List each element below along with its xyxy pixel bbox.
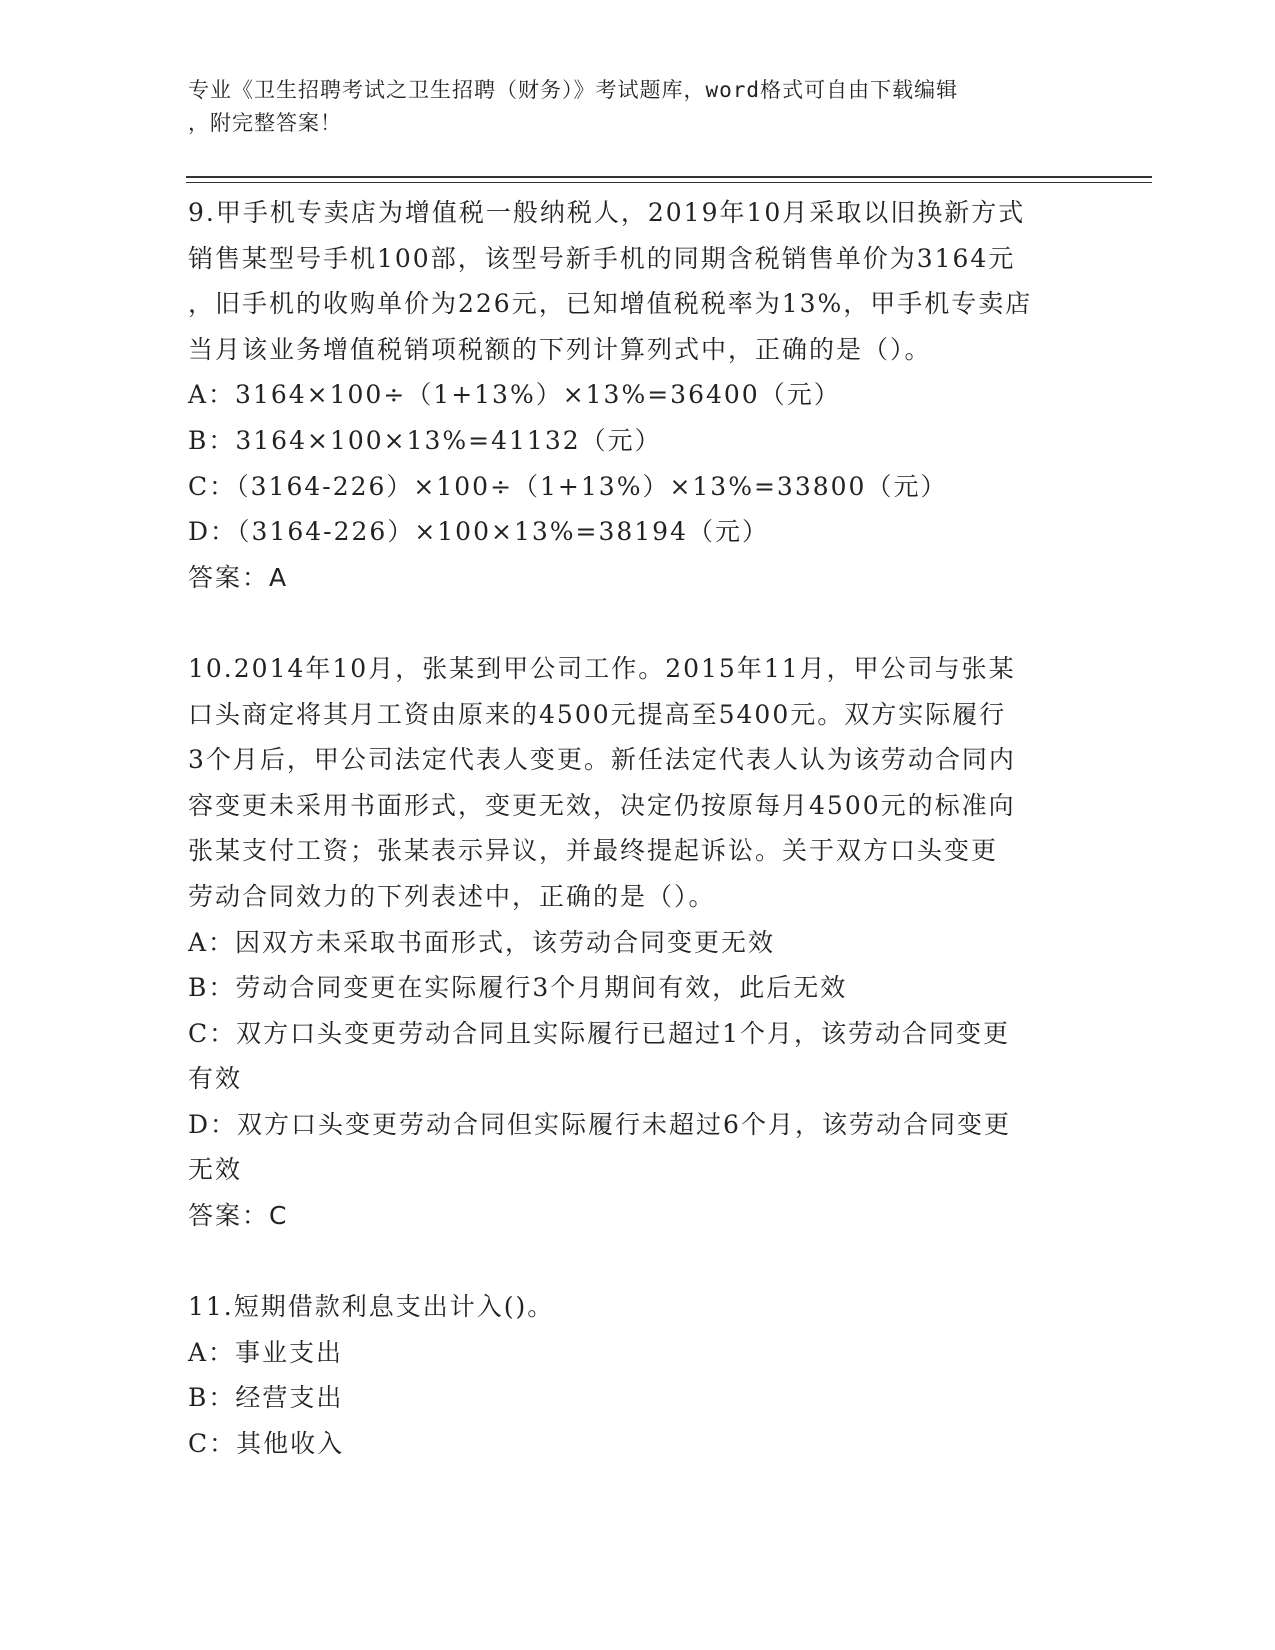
header-line-2: ，附完整答案！ bbox=[188, 111, 342, 135]
option-a: A：因双方未采取书面形式，该劳动合同变更无效 bbox=[188, 927, 776, 957]
question-stem-line: 容变更未采用书面形式，变更无效，决定仍按原每月4500元的标准向 bbox=[188, 790, 1016, 820]
option-b: B：3164×100×13%=41132（元） bbox=[188, 425, 662, 455]
option-b: B：经营支出 bbox=[188, 1383, 344, 1413]
question-list bbox=[188, 190, 1088, 1467]
question-10 bbox=[188, 646, 1088, 1239]
option-c: C：双方口头变更劳动合同且实际履行已超过1个月，该劳动合同变更 bbox=[188, 1018, 1011, 1048]
option-a: A：3164×100÷（1+13%）×13%=36400（元） bbox=[188, 380, 841, 410]
spacer bbox=[188, 600, 1088, 646]
option-b: B：劳动合同变更在实际履行3个月期间有效，此后无效 bbox=[188, 973, 848, 1003]
question-stem-line: 当月该业务增值税销项税额的下列计算列式中，正确的是（）。 bbox=[188, 334, 932, 364]
option-c: C：其他收入 bbox=[188, 1429, 345, 1459]
document-header bbox=[188, 74, 1068, 140]
option-d: D：（3164-226）×100×13%=38194（元） bbox=[188, 517, 769, 547]
option-a: A：事业支出 bbox=[188, 1337, 344, 1367]
question-stem-line: 3个月后，甲公司法定代表人变更。新任法定代表人认为该劳动合同内 bbox=[188, 745, 1016, 775]
question-stem-line: 9.甲手机专卖店为增值税一般纳税人，2019年10月采取以旧换新方式 bbox=[188, 198, 1026, 227]
question-9 bbox=[188, 190, 1088, 600]
option-d: D：双方口头变更劳动合同但实际履行未超过6个月，该劳动合同变更 bbox=[188, 1109, 1011, 1139]
question-11 bbox=[188, 1284, 1088, 1466]
header-divider-thick bbox=[186, 176, 1152, 178]
answer: 答案：A bbox=[188, 562, 289, 592]
question-stem-line: 张某支付工资；张某表示异议，并最终提起诉讼。关于双方口头变更 bbox=[188, 836, 999, 866]
question-stem-line: 10.2014年10月，张某到甲公司工作。2015年11月，甲公司与张某 bbox=[188, 653, 1016, 683]
question-stem-line: 11.短期借款利息支出计入()。 bbox=[188, 1292, 555, 1322]
spacer bbox=[188, 1239, 1088, 1285]
option-d-continued: 无效 bbox=[188, 1155, 243, 1185]
question-stem-line: 口头商定将其月工资由原来的4500元提高至5400元。双方实际履行 bbox=[188, 699, 1007, 729]
option-c-continued: 有效 bbox=[188, 1064, 243, 1094]
question-stem-line: 销售某型号手机100部，该型号新手机的同期含税销售单价为3164元 bbox=[188, 243, 1016, 273]
option-c: C：（3164-226）×100÷（1+13%）×13%=33800（元） bbox=[188, 471, 948, 501]
header-divider-thin bbox=[186, 182, 1152, 183]
question-stem-line: ，旧手机的收购单价为226元，已知增值税税率为13%，甲手机专卖店 bbox=[188, 289, 1033, 319]
header-line-1: 专业《卫生招聘考试之卫生招聘（财务）》考试题库，word格式可自由下载编辑 bbox=[188, 78, 959, 102]
question-stem-line: 劳动合同效力的下列表述中，正确的是（）。 bbox=[188, 881, 716, 911]
answer: 答案：C bbox=[188, 1201, 289, 1231]
